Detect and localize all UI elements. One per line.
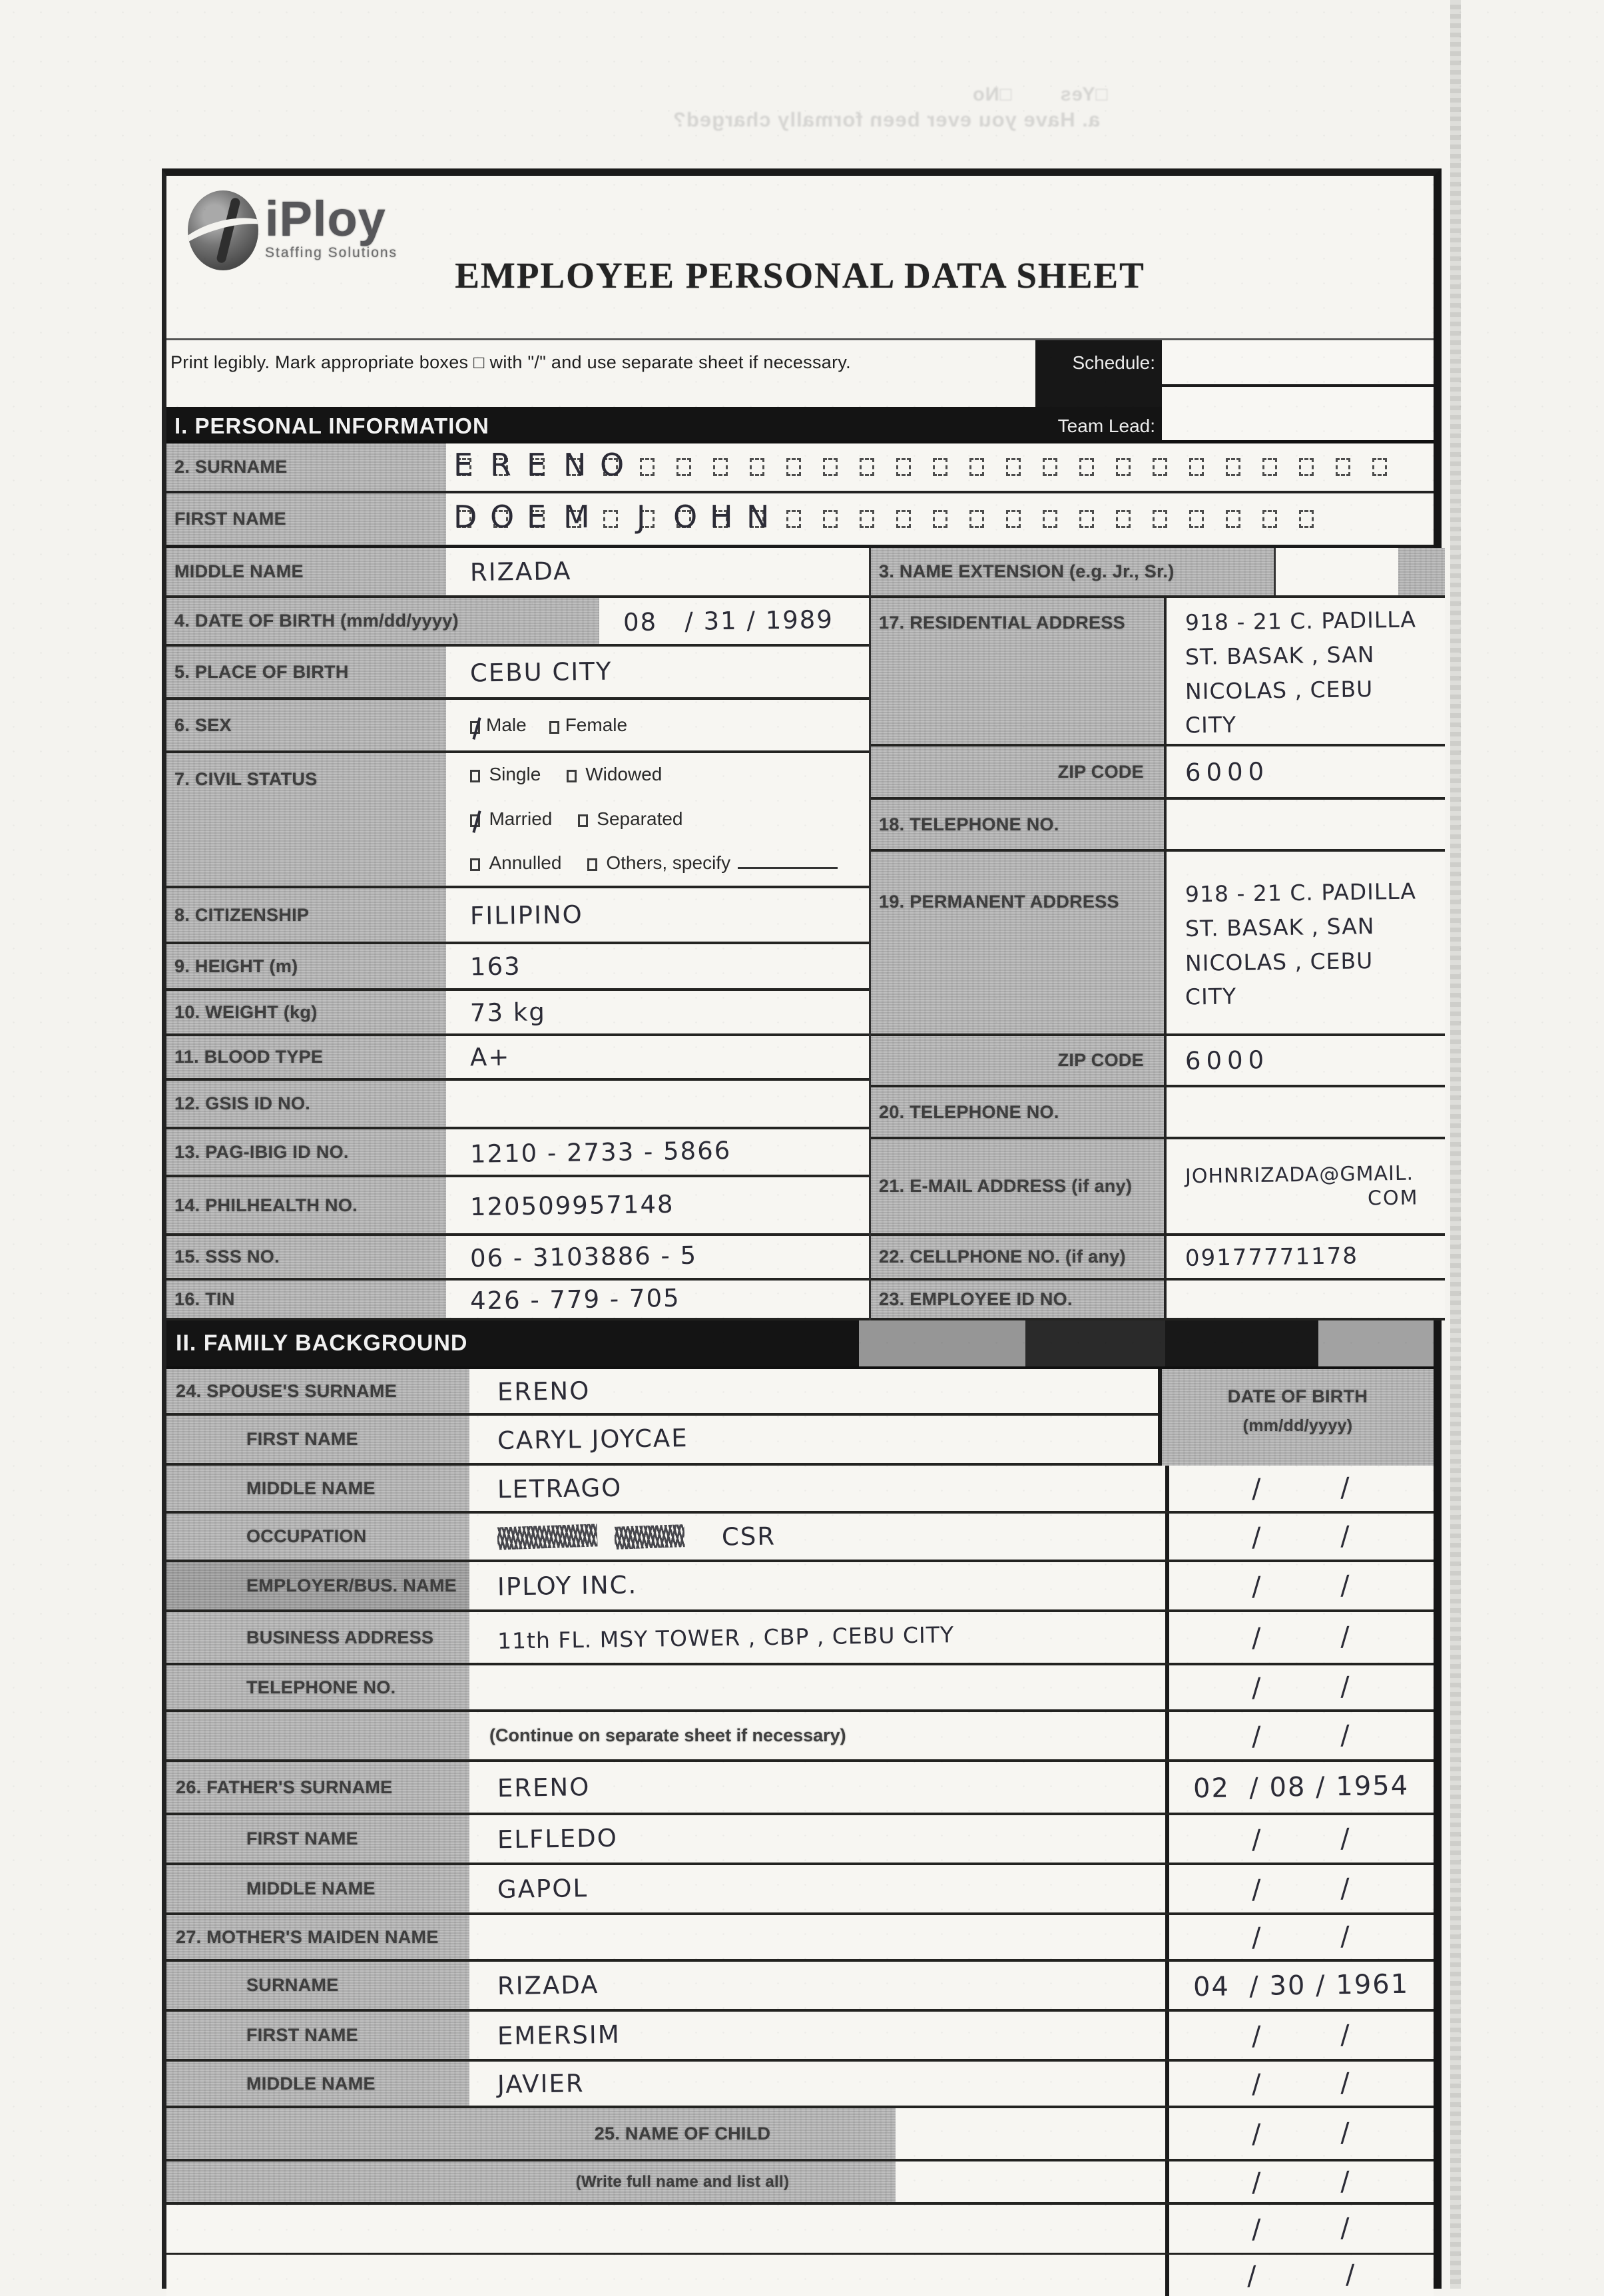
date-of-birth-header bbox=[1158, 1369, 1434, 1466]
continue-note-row bbox=[166, 1712, 1434, 1762]
permanent-zip-value: 6000 bbox=[1185, 1045, 1270, 1075]
letter-box bbox=[1153, 458, 1167, 476]
citizenship-row bbox=[166, 888, 869, 944]
citizenship-value: FILIPINO bbox=[469, 900, 584, 930]
father-first-name-value: ELFLEDO bbox=[497, 1823, 619, 1855]
team-lead-input-box bbox=[1162, 407, 1434, 440]
logo-tagline: Staffing Solutions bbox=[265, 245, 398, 260]
letter-box bbox=[1336, 458, 1350, 476]
letter-box: E bbox=[527, 499, 547, 535]
checkbox-separated bbox=[578, 814, 588, 827]
letter-box: O bbox=[490, 499, 515, 535]
mother-middle-name-label: MIDDLE NAME bbox=[246, 2073, 376, 2094]
blood-type-value: A+ bbox=[469, 1042, 511, 1072]
mother-maiden-name-row bbox=[166, 1915, 1434, 1962]
mother-middle-date: / / bbox=[1251, 2067, 1352, 2100]
employer-label: EMPLOYER/BUS. NAME bbox=[246, 1576, 457, 1595]
mother-middle-name-value: JAVIER bbox=[497, 2068, 585, 2099]
spouse-middle-name-label: MIDDLE NAME bbox=[246, 1478, 376, 1498]
section-family-background bbox=[166, 1369, 1434, 2296]
letter-box bbox=[1372, 458, 1387, 476]
instruction-row bbox=[166, 340, 1434, 387]
letter-box bbox=[1006, 510, 1021, 528]
letter-box bbox=[860, 458, 874, 476]
tin-label: 16. TIN bbox=[174, 1289, 235, 1309]
letter-box: O bbox=[600, 447, 625, 483]
telephone-18-row bbox=[871, 800, 1445, 852]
name-of-child-label: 25. NAME OF CHILD bbox=[594, 2123, 771, 2144]
father-middle-name-value: GAPOL bbox=[497, 1874, 589, 1904]
residential-address-label: 17. RESIDENTIAL ADDRESS bbox=[879, 613, 1125, 633]
mother-maiden-name-label: 27. MOTHER'S MAIDEN NAME bbox=[176, 1926, 439, 1947]
civil-status-label: 7. CIVIL STATUS bbox=[174, 769, 318, 789]
occupation-row bbox=[166, 1514, 1434, 1562]
employer-date: / / bbox=[1251, 1570, 1352, 1602]
spouse-middle-name-value: LETRAGO bbox=[497, 1473, 623, 1504]
middle-name-label: MIDDLE NAME bbox=[174, 561, 304, 581]
letter-box bbox=[713, 458, 728, 476]
widowed-option-label: Widowed bbox=[585, 764, 663, 784]
letter-box bbox=[676, 458, 691, 476]
spouse-telephone-label: TELEPHONE NO. bbox=[246, 1677, 396, 1697]
schedule-spacer-row bbox=[166, 387, 1434, 407]
cellphone-value: 09177771178 bbox=[1185, 1242, 1359, 1272]
email-row bbox=[871, 1139, 1445, 1236]
name-extension-row bbox=[871, 548, 1445, 598]
permanent-line-3: NICOLAS , CEBU bbox=[1185, 947, 1374, 976]
child-empty-row-1 bbox=[166, 2205, 1434, 2255]
personal-left-column bbox=[166, 548, 869, 1320]
tin-value: 426 - 779 - 705 bbox=[469, 1283, 680, 1315]
birth-place-value: CEBU CITY bbox=[469, 657, 613, 687]
section-family-title: II. FAMILY BACKGROUND bbox=[176, 1330, 468, 1356]
surname-label: 2. SURNAME bbox=[174, 457, 288, 477]
mother-surname-row bbox=[166, 1962, 1434, 2012]
letter-box bbox=[1043, 458, 1057, 476]
instruction-text: Print legibly. Mark appropriate boxes □ with "/" and use separate sheet if necessary. bbox=[170, 352, 851, 372]
business-address-label: BUSINESS ADDRESS bbox=[246, 1627, 434, 1647]
sss-row bbox=[166, 1236, 869, 1281]
father-middle-name-row bbox=[166, 1865, 1434, 1915]
telephone-20-label: 20. TELEPHONE NO. bbox=[879, 1101, 1059, 1122]
mother-first-name-label: FIRST NAME bbox=[246, 2025, 358, 2045]
continue-note-date: / / bbox=[1251, 1719, 1352, 1752]
email-value-line-2: COM bbox=[1367, 1185, 1419, 1211]
cellphone-row bbox=[871, 1236, 1445, 1281]
residential-zip-label: ZIP CODE bbox=[1057, 761, 1144, 782]
employee-id-row bbox=[871, 1281, 1445, 1320]
pagibig-value: 1210 - 2733 - 5866 bbox=[469, 1135, 732, 1169]
sex-label: 6. SEX bbox=[174, 715, 232, 735]
checkbox-others bbox=[587, 858, 597, 871]
sss-label: 15. SSS NO. bbox=[174, 1247, 280, 1267]
tin-row bbox=[166, 1281, 869, 1320]
personal-right-column bbox=[869, 548, 1445, 1320]
first-name-label: FIRST NAME bbox=[174, 509, 286, 529]
letter-box bbox=[1299, 510, 1314, 528]
checkbox-married bbox=[470, 814, 480, 827]
letter-box bbox=[1153, 510, 1167, 528]
letter-box bbox=[933, 458, 947, 476]
gsis-row bbox=[166, 1081, 869, 1129]
residential-zip-value: 6000 bbox=[1185, 756, 1270, 787]
email-label: 21. E-MAIL ADDRESS (if any) bbox=[879, 1176, 1133, 1196]
letter-box bbox=[969, 510, 984, 528]
sex-row bbox=[166, 700, 869, 753]
letter-box: E bbox=[527, 447, 547, 483]
permanent-line-4: CITY bbox=[1185, 982, 1237, 1010]
letter-box bbox=[1043, 510, 1057, 528]
telephone-20-row bbox=[871, 1087, 1445, 1139]
spouse-first-name-value: CARYL JOYCAE bbox=[497, 1424, 688, 1455]
spouse-telephone-row bbox=[166, 1665, 1434, 1712]
ghost-text-yes-no: □Yes □No bbox=[972, 84, 1108, 105]
email-value-line-1: JOHNRIZADA@GMAIL. bbox=[1185, 1161, 1414, 1188]
civil-status-row bbox=[166, 753, 869, 888]
continue-note-text: (Continue on separate sheet if necessary) bbox=[489, 1725, 846, 1745]
sss-value: 06 - 3103886 - 5 bbox=[469, 1241, 698, 1273]
philhealth-row bbox=[166, 1177, 869, 1236]
employer-value: IPLOY INC. bbox=[497, 1570, 638, 1601]
mother-first-name-value: EMERSIM bbox=[497, 2020, 621, 2051]
date-of-birth-header-line-2: (mm/dd/yyyy) bbox=[1242, 1416, 1353, 1435]
checkbox-male bbox=[470, 721, 480, 734]
scan-edge-shadow bbox=[1450, 0, 1461, 2289]
spouse-middle-name-row bbox=[166, 1466, 1434, 1514]
letter-box bbox=[1116, 510, 1131, 528]
letter-box: D bbox=[453, 499, 477, 535]
single-option-label: Single bbox=[489, 764, 541, 784]
checkbox-female bbox=[549, 721, 559, 734]
permanent-zip-label: ZIP CODE bbox=[1057, 1050, 1144, 1070]
residential-address-row bbox=[871, 598, 1445, 746]
letter-box bbox=[750, 458, 764, 476]
others-option-label: Others, specify bbox=[606, 852, 731, 873]
child-header-date-2: / / bbox=[1251, 2165, 1352, 2198]
write-full-name-note: (Write full name and list all) bbox=[575, 2172, 790, 2191]
section-personal-title: I. PERSONAL INFORMATION bbox=[174, 414, 489, 438]
others-specify-line bbox=[738, 853, 838, 869]
mother-middle-name-row bbox=[166, 2062, 1434, 2108]
mother-surname-label: SURNAME bbox=[246, 1975, 339, 1995]
separated-option-label: Separated bbox=[597, 808, 683, 829]
section-personal-band bbox=[166, 407, 1434, 443]
pagibig-row bbox=[166, 1129, 869, 1177]
mother-maiden-date: / / bbox=[1251, 1920, 1352, 1954]
letter-box bbox=[896, 510, 911, 528]
name-of-child-header-row bbox=[166, 2108, 1434, 2161]
birth-date-row bbox=[166, 598, 869, 647]
form-header bbox=[166, 176, 1434, 340]
height-value: 163 bbox=[469, 951, 521, 982]
birth-date-label: 4. DATE OF BIRTH (mm/dd/yyyy) bbox=[174, 611, 459, 631]
letter-box bbox=[1079, 510, 1094, 528]
spouse-surname-label: 24. SPOUSE'S SURNAME bbox=[176, 1380, 398, 1401]
schedule-label: Schedule: bbox=[1035, 340, 1162, 387]
employee-id-label: 23. EMPLOYEE ID NO. bbox=[879, 1289, 1073, 1309]
spouse-middle-date: / / bbox=[1251, 1472, 1352, 1505]
business-address-date: / / bbox=[1251, 1621, 1352, 1654]
letter-box: N bbox=[563, 447, 587, 483]
occupation-date: / / bbox=[1251, 1520, 1352, 1553]
team-lead-label: Team Lead: bbox=[1057, 416, 1155, 436]
mother-first-date: / / bbox=[1251, 2019, 1352, 2052]
name-extension-gray-notch bbox=[1398, 548, 1445, 595]
letter-box bbox=[969, 458, 984, 476]
crossed-out-scribble-2 bbox=[614, 1524, 684, 1550]
residential-line-3: NICOLAS , CEBU bbox=[1185, 675, 1374, 705]
letter-box bbox=[1262, 510, 1277, 528]
child-header-date-1: / / bbox=[1251, 2117, 1352, 2150]
permanent-address-label: 19. PERMANENT ADDRESS bbox=[879, 892, 1119, 912]
father-surname-value: ERENO bbox=[497, 1772, 591, 1803]
gsis-label: 12. GSIS ID NO. bbox=[174, 1093, 311, 1113]
letter-box bbox=[823, 510, 838, 528]
female-option-label: Female bbox=[565, 715, 628, 735]
letter-box bbox=[1079, 458, 1094, 476]
birth-place-label: 5. PLACE OF BIRTH bbox=[174, 661, 349, 682]
letter-box bbox=[1006, 458, 1021, 476]
cellphone-label: 22. CELLPHONE NO. (if any) bbox=[879, 1247, 1126, 1267]
middle-name-value: RIZADA bbox=[469, 556, 572, 587]
father-first-name-row bbox=[166, 1815, 1434, 1865]
letter-box bbox=[786, 510, 801, 528]
employee-personal-data-sheet-form bbox=[162, 168, 1442, 2292]
married-option-label: Married bbox=[489, 808, 553, 829]
permanent-line-1: 918 - 21 C. PADILLA bbox=[1185, 878, 1417, 907]
permanent-line-2: ST. BASAK , SAN bbox=[1185, 912, 1375, 942]
letter-box: O bbox=[673, 499, 698, 535]
letter-box bbox=[1299, 458, 1314, 476]
letter-box bbox=[1189, 510, 1204, 528]
checkbox-widowed bbox=[567, 770, 577, 782]
name-of-child-subheader-row bbox=[166, 2161, 1434, 2205]
letter-box: E bbox=[453, 447, 473, 483]
residential-line-1: 918 - 21 C. PADILLA bbox=[1185, 606, 1417, 635]
letter-box: M bbox=[563, 499, 590, 535]
letter-box bbox=[823, 458, 838, 476]
residential-line-2: ST. BASAK , SAN bbox=[1185, 641, 1375, 670]
letter-box bbox=[1116, 458, 1131, 476]
letter-box bbox=[1226, 458, 1240, 476]
crossed-out-scribble-1 bbox=[497, 1524, 597, 1550]
business-address-value: 11th FL. MSY TOWER , CBP , CEBU CITY bbox=[497, 1621, 955, 1654]
child-empty-row-2 bbox=[166, 2255, 1434, 2296]
letter-box bbox=[603, 510, 618, 528]
surname-letter-boxes bbox=[446, 443, 1434, 491]
letter-box bbox=[896, 458, 911, 476]
form-title: EMPLOYEE PERSONAL DATA SHEET bbox=[455, 255, 1145, 296]
occupation-value: CSR bbox=[721, 1522, 776, 1552]
father-middle-name-label: MIDDLE NAME bbox=[246, 1878, 376, 1898]
mother-surname-value: RIZADA bbox=[497, 1970, 599, 2001]
height-row bbox=[166, 944, 869, 991]
telephone-18-label: 18. TELEPHONE NO. bbox=[879, 814, 1059, 834]
annulled-option-label: Annulled bbox=[489, 852, 562, 873]
section-personal-information bbox=[166, 443, 1434, 1320]
spouse-telephone-date: / / bbox=[1251, 1671, 1352, 1704]
business-address-row bbox=[166, 1612, 1434, 1665]
spouse-first-name-label: FIRST NAME bbox=[246, 1429, 358, 1449]
middle-name-row bbox=[166, 548, 869, 598]
blood-type-row bbox=[166, 1036, 869, 1081]
father-surname-row bbox=[166, 1762, 1434, 1815]
child-row-1-date: / / bbox=[1251, 2212, 1352, 2245]
weight-row bbox=[166, 991, 869, 1036]
surname-row bbox=[166, 443, 1434, 493]
male-option-label: Male bbox=[486, 715, 527, 735]
permanent-address-row bbox=[871, 852, 1445, 1036]
letter-box bbox=[1226, 510, 1240, 528]
letter-box: H bbox=[710, 499, 733, 535]
letter-box bbox=[1262, 458, 1277, 476]
father-surname-date: 02 / 08 / 1954 bbox=[1193, 1770, 1410, 1805]
letter-box bbox=[640, 458, 655, 476]
letter-box bbox=[786, 458, 801, 476]
schedule-input-box-2 bbox=[1162, 387, 1434, 407]
citizenship-label: 8. CITIZENSHIP bbox=[174, 904, 310, 925]
philhealth-value: 120509957148 bbox=[469, 1189, 674, 1221]
birth-place-row bbox=[166, 647, 869, 700]
father-middle-date: / / bbox=[1251, 1872, 1352, 1905]
height-label: 9. HEIGHT (m) bbox=[174, 956, 298, 976]
pagibig-label: 13. PAG-IBIG ID NO. bbox=[174, 1141, 349, 1162]
first-name-row bbox=[166, 493, 1434, 548]
letter-box bbox=[1189, 458, 1204, 476]
spouse-surname-value: ERENO bbox=[497, 1376, 591, 1406]
letter-box: N bbox=[746, 499, 770, 535]
checkbox-single bbox=[470, 770, 480, 782]
residential-line-4: CITY bbox=[1185, 711, 1237, 738]
section-family-band bbox=[166, 1320, 1434, 1369]
logo-name: iPloy bbox=[265, 191, 386, 246]
letter-box bbox=[933, 510, 947, 528]
ghost-text-formally-charged: a. Have you ever been formally charged? bbox=[672, 108, 1101, 131]
occupation-label: OCCUPATION bbox=[246, 1526, 367, 1546]
permanent-zip-row bbox=[871, 1036, 1445, 1087]
blood-type-label: 11. BLOOD TYPE bbox=[174, 1047, 324, 1067]
father-first-date: / / bbox=[1251, 1823, 1352, 1855]
father-first-name-label: FIRST NAME bbox=[246, 1829, 358, 1849]
residential-zip-row bbox=[871, 746, 1445, 800]
employer-row bbox=[166, 1562, 1434, 1612]
birth-date-value: 08 / 31 / 1989 bbox=[623, 605, 834, 637]
letter-box: J bbox=[640, 510, 655, 528]
schedule-input-box bbox=[1162, 340, 1434, 387]
letter-box: R bbox=[490, 447, 511, 483]
weight-value: 73 kg bbox=[469, 997, 547, 1027]
mother-first-name-row bbox=[166, 2012, 1434, 2062]
father-surname-label: 26. FATHER'S SURNAME bbox=[176, 1777, 393, 1797]
date-of-birth-header-line-1: DATE OF BIRTH bbox=[1227, 1386, 1368, 1406]
letter-box bbox=[860, 510, 874, 528]
child-row-2-date: / / bbox=[1246, 2259, 1356, 2292]
first-name-letter-boxes bbox=[446, 493, 1434, 545]
checkbox-annulled bbox=[470, 858, 480, 871]
mother-surname-date: 04 / 30 / 1961 bbox=[1193, 1968, 1410, 2002]
weight-label: 10. WEIGHT (kg) bbox=[174, 1002, 318, 1022]
name-extension-label: 3. NAME EXTENSION (e.g. Jr., Sr.) bbox=[879, 561, 1175, 581]
philhealth-label: 14. PHILHEALTH NO. bbox=[174, 1195, 358, 1215]
